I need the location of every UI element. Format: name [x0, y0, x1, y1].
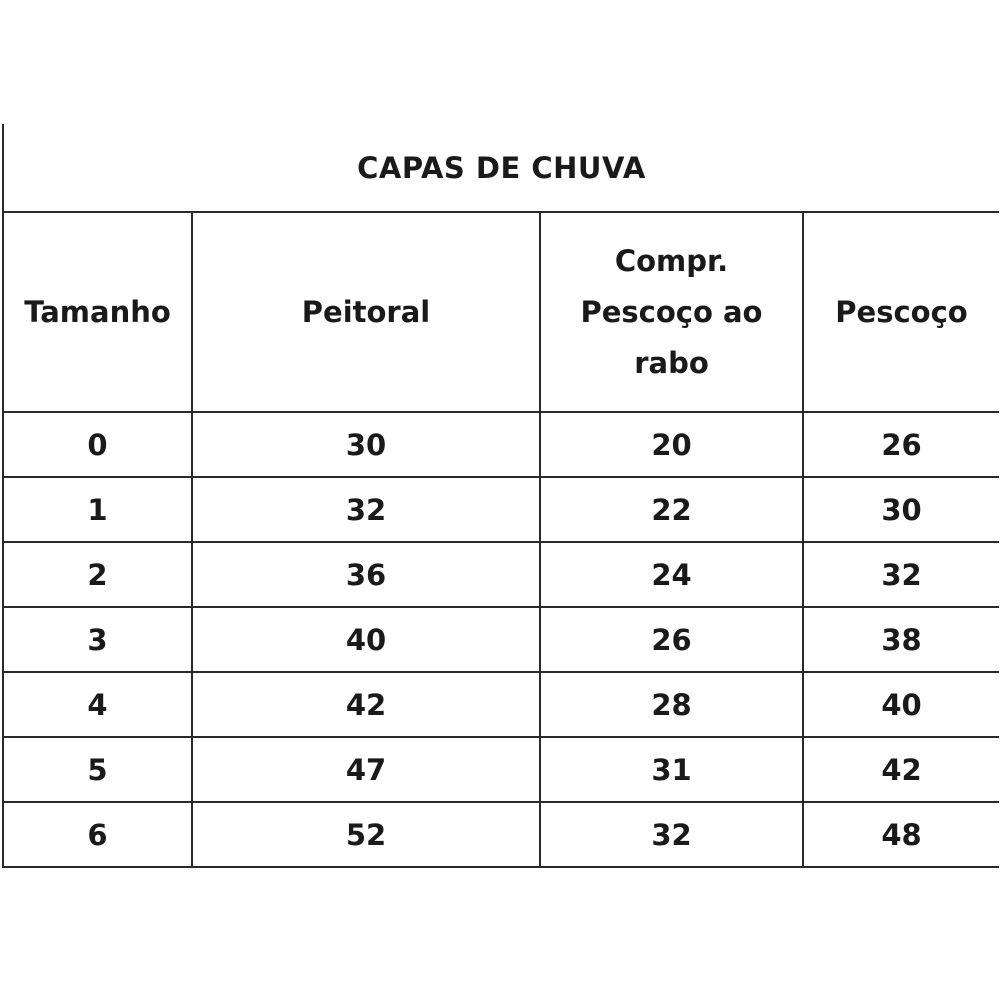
- title-row: [3, 124, 999, 212]
- cell-pescoco: 30: [803, 477, 999, 542]
- cell-comprimento: 28: [540, 672, 803, 737]
- table-row: [3, 477, 999, 542]
- header-tamanho: Tamanho: [3, 212, 192, 412]
- cell-peitoral: 47: [192, 737, 540, 802]
- header-pescoco: Pescoço: [803, 212, 999, 412]
- cell-pescoco: 40: [803, 672, 999, 737]
- cell-pescoco: 38: [803, 607, 999, 672]
- cell-peitoral: 40: [192, 607, 540, 672]
- cell-tamanho: 3: [3, 607, 192, 672]
- cell-comprimento: 22: [540, 477, 803, 542]
- cell-peitoral: 32: [192, 477, 540, 542]
- header-comprimento-line1: Compr.: [614, 243, 729, 278]
- cell-tamanho: 5: [3, 737, 192, 802]
- header-comprimento: [540, 212, 803, 412]
- size-chart-table: [2, 124, 999, 868]
- cell-tamanho: 2: [3, 542, 192, 607]
- cell-tamanho: 6: [3, 802, 192, 867]
- cell-comprimento: 24: [540, 542, 803, 607]
- cell-comprimento: 20: [540, 412, 803, 477]
- cell-comprimento: 32: [540, 802, 803, 867]
- cell-pescoco: 32: [803, 542, 999, 607]
- cell-pescoco: 42: [803, 737, 999, 802]
- table-row: [3, 542, 999, 607]
- cell-comprimento: 31: [540, 737, 803, 802]
- header-comprimento-line3: rabo: [634, 345, 709, 380]
- table-title: CAPAS DE CHUVA: [3, 124, 999, 212]
- cell-pescoco: 26: [803, 412, 999, 477]
- cell-tamanho: 1: [3, 477, 192, 542]
- table-row: [3, 802, 999, 867]
- table-row: [3, 737, 999, 802]
- cell-peitoral: 36: [192, 542, 540, 607]
- cell-tamanho: 4: [3, 672, 192, 737]
- header-peitoral: Peitoral: [192, 212, 540, 412]
- table-row: [3, 607, 999, 672]
- cell-tamanho: 0: [3, 412, 192, 477]
- cell-comprimento: 26: [540, 607, 803, 672]
- cell-peitoral: 52: [192, 802, 540, 867]
- table-row: [3, 412, 999, 477]
- table-row: [3, 672, 999, 737]
- cell-peitoral: 42: [192, 672, 540, 737]
- header-row: [3, 212, 999, 412]
- header-comprimento-line2: Pescoço ao: [580, 294, 763, 329]
- cell-pescoco: 48: [803, 802, 999, 867]
- cell-peitoral: 30: [192, 412, 540, 477]
